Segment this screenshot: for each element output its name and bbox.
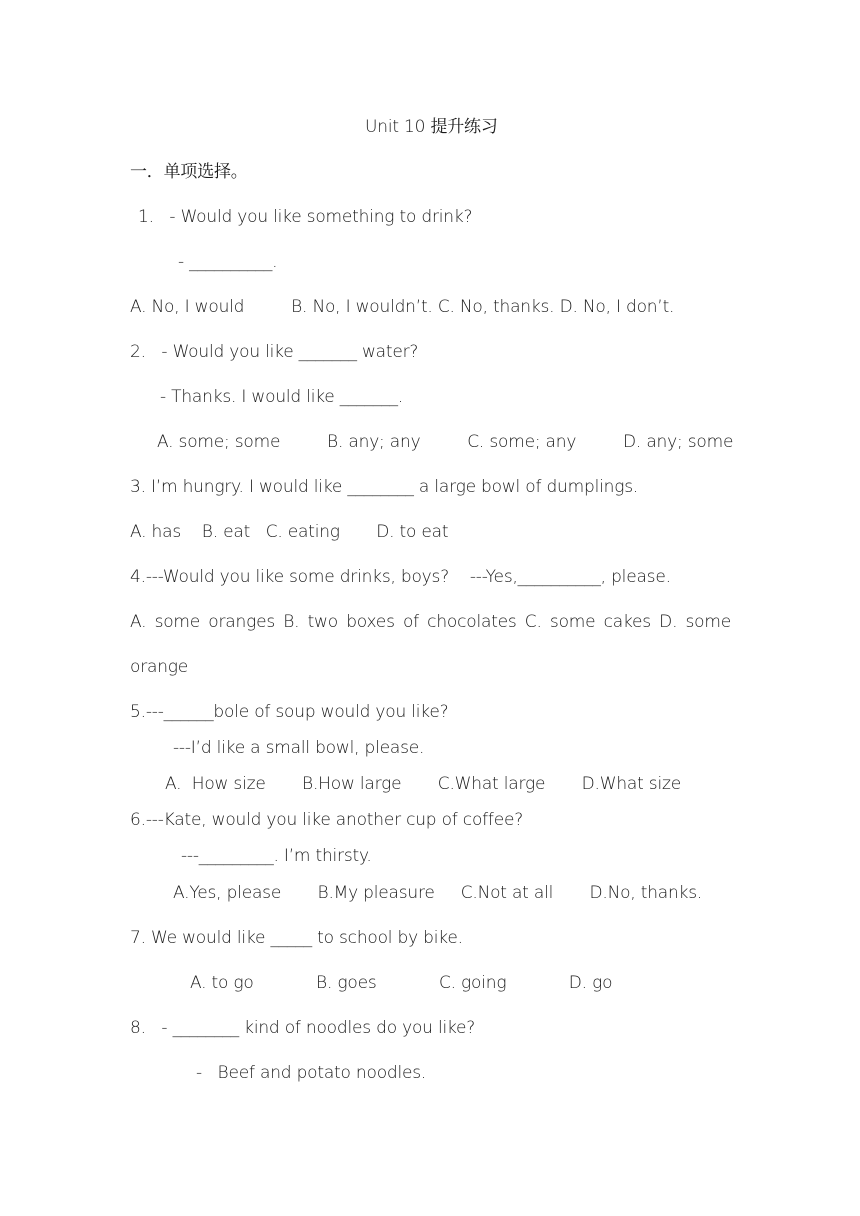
question-1-options: A. No, I would B. No, I wouldn’t. C. No, thanks. D. No, I don’t. — [130, 297, 675, 317]
question-8-stem: 8. - ________ kind of noodles do you like? — [130, 1018, 476, 1038]
question-2-stem: 2. - Would you like _______ water? — [130, 342, 419, 362]
question-6-reply: ---_________. I’m thirsty. — [181, 846, 372, 866]
question-5-options: A. How size B.How large C.What large D.What size — [165, 774, 681, 794]
question-7-options: A. to go B. goes C. going D. go — [190, 973, 613, 993]
question-2-options: A. some; some B. any; any C. some; any D. any; some — [157, 432, 734, 452]
question-5-stem: 5.---______bole of soup would you like? — [130, 702, 449, 722]
question-6-options: A.Yes, please B.My pleasure C.Not at all D.No, thanks. — [173, 883, 703, 903]
question-1-reply: - __________. — [178, 252, 278, 272]
question-3-options: A. has B. eat C. eating D. to eat — [130, 522, 449, 542]
question-5-reply: ---I’d like a small bowl, please. — [173, 738, 425, 758]
question-1-stem: 1. - Would you like something to drink? — [138, 207, 473, 227]
question-7-stem: 7. We would like _____ to school by bike. — [130, 928, 463, 948]
question-4-stem: 4.---Would you like some drinks, boys? ---Yes,__________, please. — [130, 567, 671, 587]
question-8-reply: - Beef and potato noodles. — [196, 1063, 427, 1083]
page-title: Unit 10 提升练习 — [365, 117, 498, 137]
question-3-stem: 3. I’m hungry. I would like ________ a large bowl of dumplings. — [130, 477, 639, 497]
question-4-options-continued: orange — [130, 657, 189, 677]
question-4-options: A. some oranges B. two boxes of chocolates C. some cakes D. some — [130, 612, 731, 632]
question-6-stem: 6.---Kate, would you like another cup of coffee? — [130, 810, 524, 830]
question-2-reply: - Thanks. I would like _______. — [160, 387, 404, 407]
section-heading: 一．单项选择。 — [130, 162, 248, 182]
